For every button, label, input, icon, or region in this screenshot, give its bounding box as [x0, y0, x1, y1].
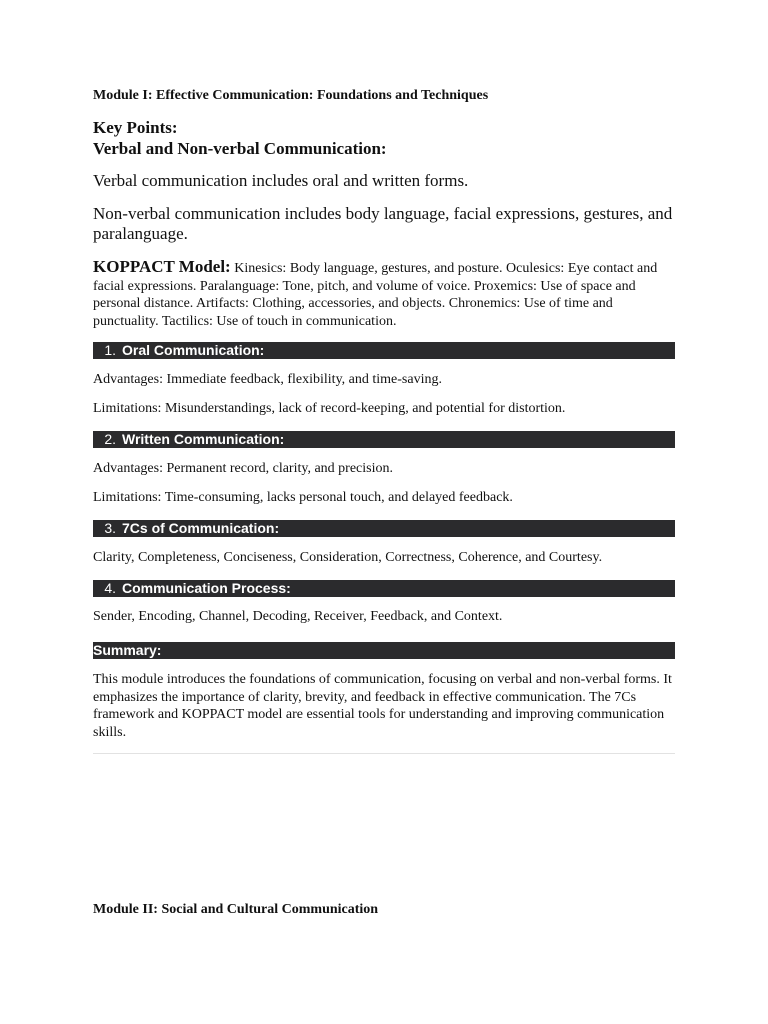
- section-number: 1.: [104, 342, 116, 358]
- section-heading-label: Communication Process:: [122, 580, 291, 596]
- section-heading-written: [93, 431, 675, 448]
- verbal-paragraph: Verbal communication includes oral and written forms.: [93, 171, 469, 190]
- written-advantages: Advantages: Permanent record, clarity, and precision.: [93, 461, 393, 476]
- verbal-nonverbal-heading: Verbal and Non-verbal Communication:: [93, 139, 387, 158]
- section-heading-oral: [93, 342, 675, 359]
- module-title: Module I: Effective Communication: Foundations and Techniques: [93, 88, 489, 103]
- koppact-label: KOPPACT Model:: [93, 257, 231, 276]
- koppact-description: Kinesics: Body language, gestures, and posture. Oculesics: Eye contact and facial expressions. Paralanguage: Tone, pitch, and volume of voice. Proxemics: Use of space and personal distance. Artifacts: Clothing, accessories, and objects. Chronemics: Use of time and punctuality. Tactilics: Use of touch in communication.: [93, 261, 658, 329]
- oral-advantages: Advantages: Immediate feedback, flexibility, and time-saving.: [93, 372, 442, 387]
- key-points-heading: Key Points:: [93, 118, 178, 137]
- summary-heading: [93, 642, 675, 659]
- section-number: 2.: [104, 431, 116, 447]
- summary-paragraph: This module introduces the foundations of communication, focusing on verbal and non-verbal forms. It emphasizes the importance of clarity, brevity, and feedback in effective communication. The 7Cs framework and KOPPACT model are essential tools for understanding and improving communication skills.: [93, 672, 672, 740]
- module2-title: Module II: Social and Cultural Communication: [93, 902, 379, 917]
- process-list: Sender, Encoding, Channel, Decoding, Receiver, Feedback, and Context.: [93, 609, 503, 624]
- koppact-paragraph: [93, 258, 675, 330]
- oral-limitations: Limitations: Misunderstandings, lack of record-keeping, and potential for distortion.: [93, 401, 566, 416]
- written-limitations: Limitations: Time-consuming, lacks personal touch, and delayed feedback.: [93, 490, 513, 505]
- section-heading-process: [93, 580, 675, 597]
- nonverbal-paragraph: Non-verbal communication includes body language, facial expressions, gestures, and paralanguage.: [93, 204, 673, 243]
- section-heading-label: Written Communication:: [122, 431, 285, 447]
- seven-cs-list: Clarity, Completeness, Conciseness, Consideration, Correctness, Coherence, and Courtesy.: [93, 550, 603, 565]
- section-heading-7cs: [93, 520, 675, 537]
- section-heading-label: 7Cs of Communication:: [122, 520, 280, 536]
- divider-line: [93, 753, 675, 754]
- summary-heading-label: Summary:: [93, 642, 162, 658]
- section-number: 4.: [104, 580, 116, 596]
- section-heading-label: Oral Communication:: [122, 342, 265, 358]
- section-number: 3.: [104, 520, 116, 536]
